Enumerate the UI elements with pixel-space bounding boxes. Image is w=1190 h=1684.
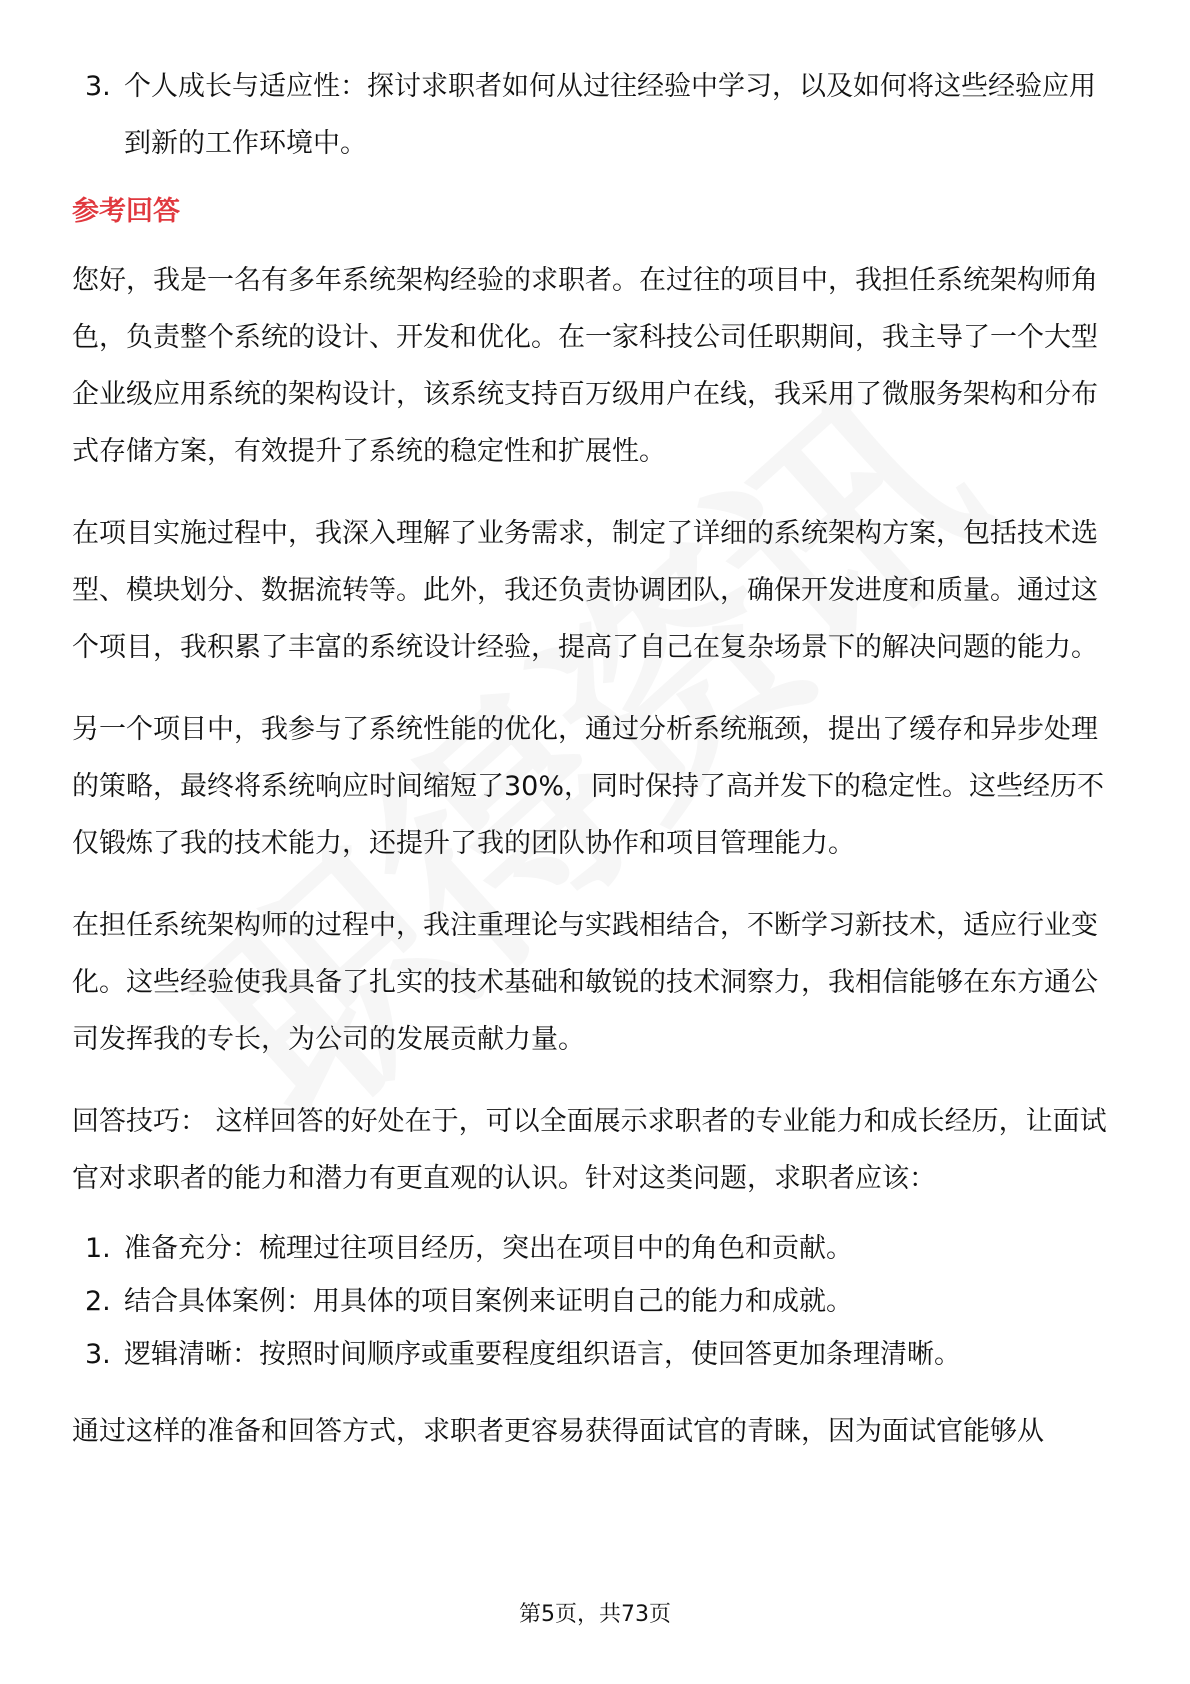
list-item-text: 个人成长与适应性：探讨求职者如何从过往经验中学习，以及如何将这些经验应用到新的工作环境中。: [124, 71, 1096, 159]
list-item: [72, 1222, 1122, 1275]
paragraph: 另一个项目中，我参与了系统性能的优化，通过分析系统瓶颈，提出了缓存和异步处理的策略，最终将系统响应时间缩短了30%，同时保持了高并发下的稳定性。这些经历不仅锻炼了我的技术能力，还提升了我的团队协作和项目管理能力。: [72, 714, 1105, 859]
list-item: [72, 58, 1122, 172]
intro-list: [72, 58, 1122, 172]
list-item-number: 1.: [85, 1233, 111, 1264]
closing-paragraph: 通过这样的准备和回答方式，求职者更容易获得面试官的青睐，因为面试官能够从: [72, 1416, 1044, 1447]
list-item-text: 逻辑清晰：按照时间顺序或重要程度组织语言，使回答更加条理清晰。: [124, 1339, 961, 1370]
list-item: [72, 1328, 1122, 1381]
list-item-number: 3.: [85, 1339, 111, 1370]
paragraph: 在担任系统架构师的过程中，我注重理论与实践相结合，不断学习新技术，适应行业变化。这些经验使我具备了扎实的技术基础和敏锐的技术洞察力，我相信能够在东方通公司发挥我的专长，为公司的发展贡献力量。: [72, 910, 1098, 1055]
section-heading: 参考回答: [72, 196, 180, 227]
page-number-footer: 第5页，共73页: [519, 1602, 671, 1627]
tips-list: [72, 1222, 1122, 1381]
list-item: [72, 1275, 1122, 1328]
list-item-text: 准备充分：梳理过往项目经历，突出在项目中的角色和贡献。: [124, 1233, 853, 1264]
list-item-text: 结合具体案例：用具体的项目案例来证明自己的能力和成就。: [124, 1286, 853, 1317]
list-item-number: 3.: [85, 71, 111, 102]
paragraph: 您好，我是一名有多年系统架构经验的求职者。在过往的项目中，我担任系统架构师角色，负责整个系统的设计、开发和优化。在一家科技公司任职期间，我主导了一个大型企业级应用系统的架构设计，该系统支持百万级用户在线，我采用了微服务架构和分布式存储方案，有效提升了系统的稳定性和扩展性。: [72, 265, 1098, 467]
tips-intro-paragraph: 回答技巧： 这样回答的好处在于，可以全面展示求职者的专业能力和成长经历，让面试官对求职者的能力和潜力有更直观的认识。针对这类问题，求职者应该：: [72, 1106, 1107, 1194]
list-item-number: 2.: [85, 1286, 111, 1317]
page-content: [72, 58, 1122, 1485]
paragraph: 在项目实施过程中，我深入理解了业务需求，制定了详细的系统架构方案，包括技术选型、模块划分、数据流转等。此外，我还负责协调团队，确保开发进度和质量。通过这个项目，我积累了丰富的系统设计经验，提高了自己在复杂场景下的解决问题的能力。: [72, 518, 1098, 663]
